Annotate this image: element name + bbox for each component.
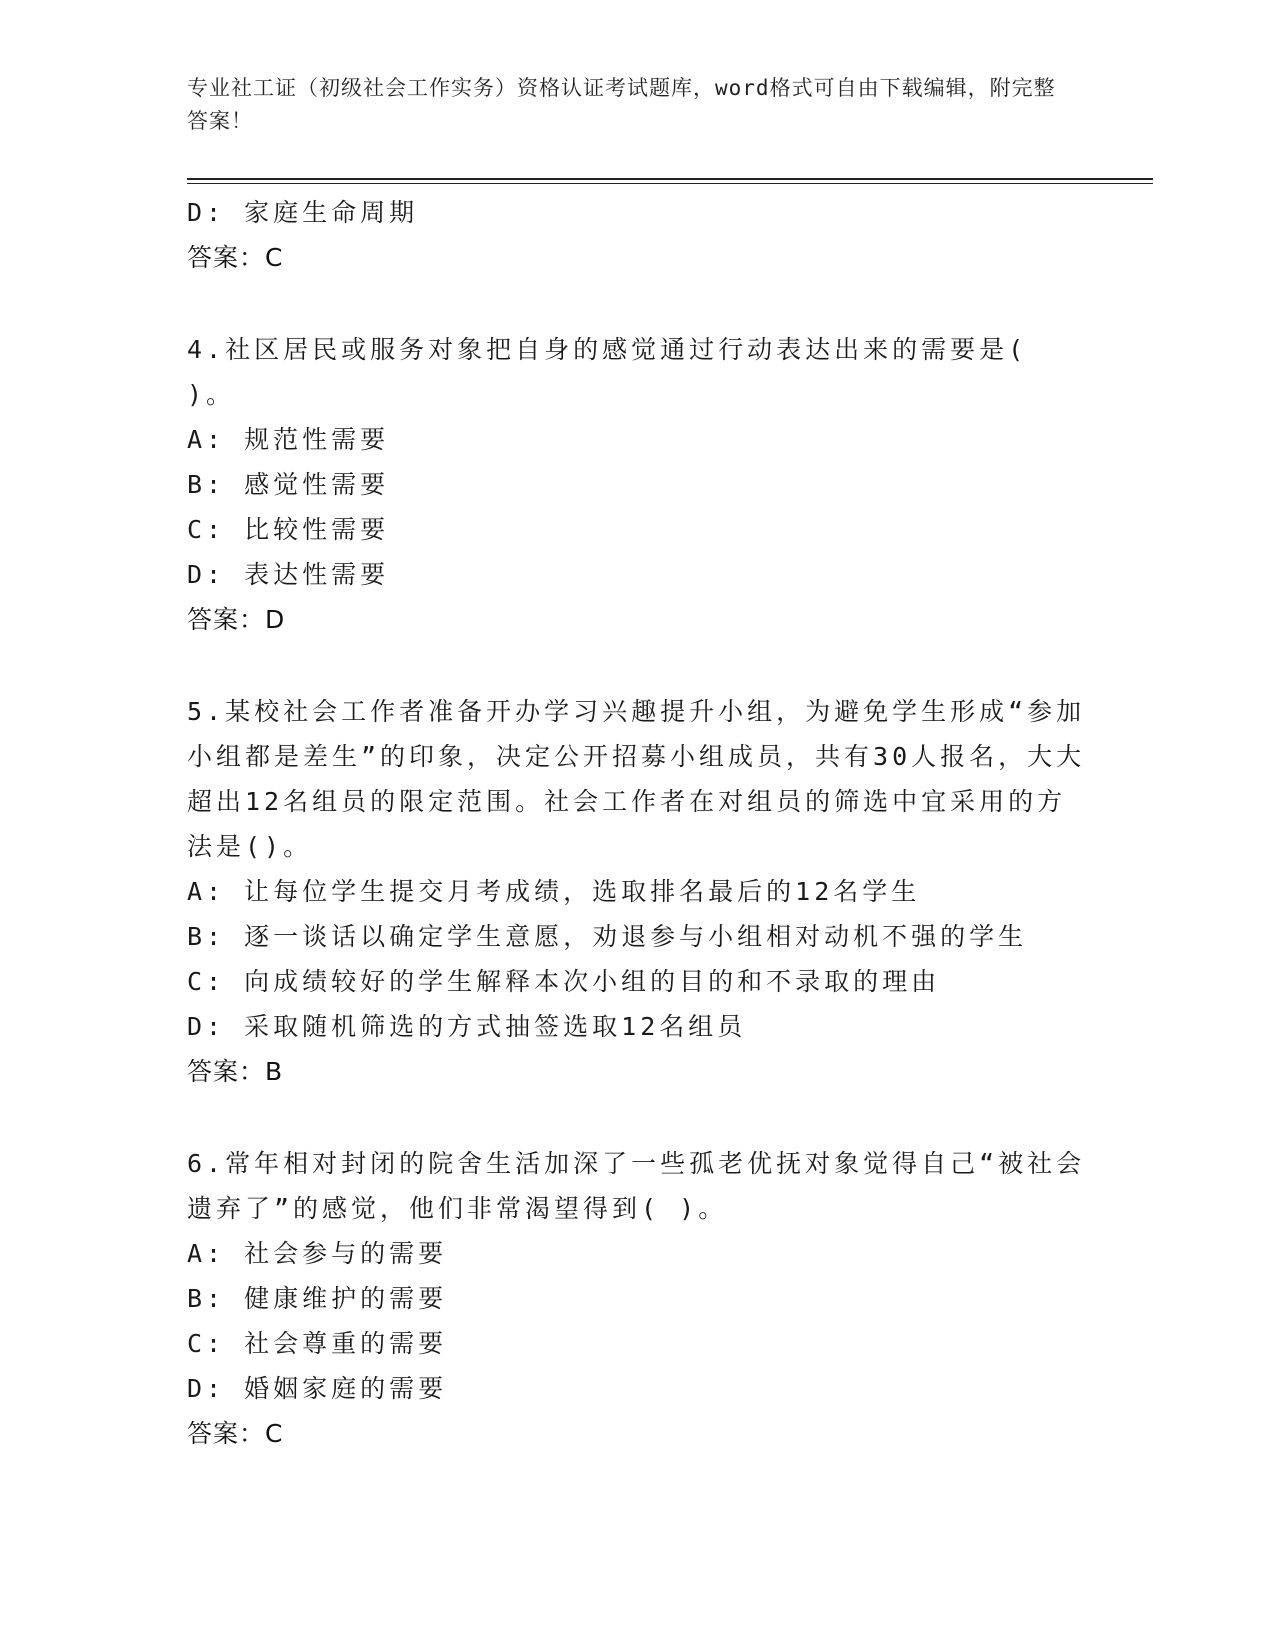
option-a: A: 让每位学生提交月考成绩，选取排名最后的12名学生 (187, 877, 921, 906)
question-stem: 4.社区居民或服务对象把自身的感觉通过行动表达出来的需要是( )。 (187, 335, 1028, 409)
answer-line: 答案：D (187, 605, 286, 634)
spacer (187, 1095, 1087, 1141)
option-a: A: 规范性需要 (187, 425, 390, 454)
header-divider (187, 178, 1153, 184)
question-list (187, 190, 1087, 1457)
option-a: A: 社会参与的需要 (187, 1239, 448, 1268)
spacer (187, 281, 1087, 327)
option-d: D: 婚姻家庭的需要 (187, 1374, 448, 1403)
question-stem: 5.某校社会工作者准备开办学习兴趣提升小组，为避免学生形成“参加小组都是差生”的印象，决定公开招募小组成员，共有30人报名，大大超出12名组员的限定范围。社会工作者在对组员的筛选中宜采用的方法是()。 (187, 697, 1086, 861)
question-block (187, 689, 1087, 1095)
answer-line: 答案：C (187, 1419, 284, 1448)
question-block (187, 327, 1087, 643)
option-b: B: 感觉性需要 (187, 470, 390, 499)
option-d: D: 家庭生命周期 (187, 198, 419, 227)
spacer (187, 643, 1087, 689)
answer-line: 答案：B (187, 1057, 284, 1086)
option-d: D: 采取随机筛选的方式抽签选取12名组员 (187, 1012, 747, 1041)
option-b: B: 健康维护的需要 (187, 1284, 448, 1313)
page-header: 专业社工证（初级社会工作实务）资格认证考试题库，word格式可自由下载编辑，附完整答案！ (187, 76, 1056, 133)
option-c: C: 向成绩较好的学生解释本次小组的目的和不录取的理由 (187, 967, 941, 996)
answer-line: 答案：C (187, 243, 284, 272)
option-c: C: 社会尊重的需要 (187, 1329, 448, 1358)
option-b: B: 逐一谈话以确定学生意愿，劝退参与小组相对动机不强的学生 (187, 922, 1028, 951)
option-c: C: 比较性需要 (187, 515, 390, 544)
question-stem: 6.常年相对封闭的院舍生活加深了一些孤老优抚对象觉得自己“被社会遗弃了”的感觉，他们非常渴望得到( )。 (187, 1149, 1086, 1223)
question-block (187, 1141, 1087, 1457)
option-d: D: 表达性需要 (187, 560, 390, 589)
